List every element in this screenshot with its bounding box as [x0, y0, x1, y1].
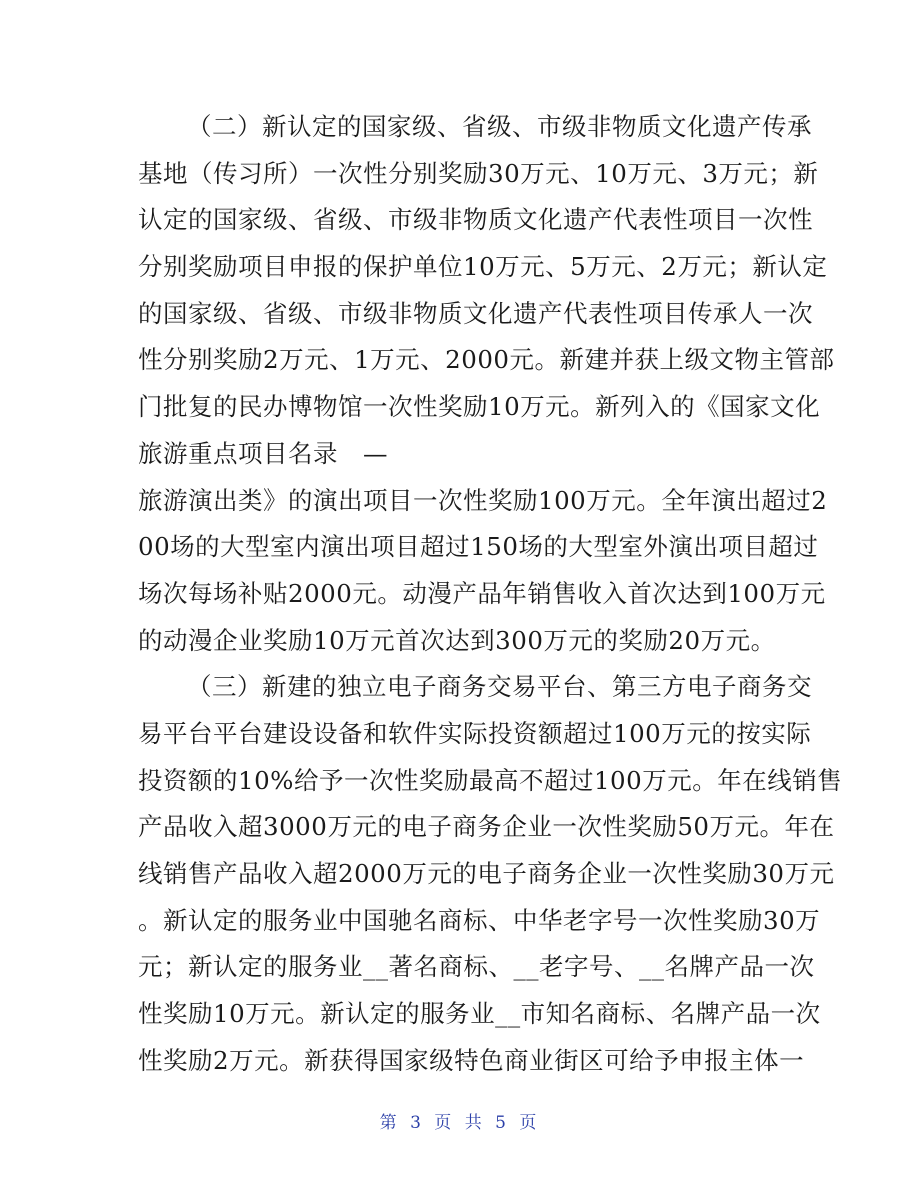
text-line: 门批复的民办博物馆一次性奖励10万元。新列入的《国家文化	[138, 392, 821, 422]
text-line: 旅游演出类》的演出项目一次性奖励100万元。全年演出超过2	[138, 485, 828, 515]
text-line: （三）新建的独立电子商务交易平台、第三方电子商务交	[187, 672, 812, 702]
text-line: 性分别奖励2万元、1万元、2000元。新建并获上级文物主管部	[138, 345, 835, 375]
text-line: 分别奖励项目申报的保护单位10万元、5万元、2万元；新认定	[138, 252, 828, 282]
body-text	[138, 104, 843, 1084]
text-line: 易平台平台建设设备和软件实际投资额超过100万元的按实际	[138, 718, 812, 748]
text-line: 投资额的10%给予一次性奖励最高不超过100万元。年在线销售	[138, 765, 843, 795]
text-line: （二）新认定的国家级、省级、市级非物质文化遗产传承	[187, 112, 812, 141]
text-line: 基地（传习所）一次性分别奖励30万元、10万元、3万元；新	[138, 158, 819, 188]
text-line: 产品收入超3000万元的电子商务企业一次性奖励50万元。年在	[138, 812, 835, 842]
text-line: 00场的大型室内演出项目超过150场的大型室外演出项目超过	[138, 532, 819, 562]
text-line: 认定的国家级、省级、市级非物质文化遗产代表性项目一次性	[138, 205, 813, 235]
text-line: 元；新认定的服务业__著名商标、__老字号、__名牌产品一次	[138, 952, 815, 982]
text-line: 。新认定的服务业中国驰名商标、中华老字号一次性奖励30万	[138, 905, 821, 935]
text-line: 性奖励2万元。新获得国家级特色商业街区可给予申报主体一	[138, 1045, 805, 1075]
page-footer: 第 3 页 共 5 页	[379, 1113, 541, 1133]
text-line: 性奖励10万元。新认定的服务业__市知名商标、名牌产品一次	[138, 999, 821, 1029]
text-line: 旅游重点项目名录 —	[138, 438, 388, 468]
text-line: 的动漫企业奖励10万元首次达到300万元的奖励20万元。	[138, 625, 776, 655]
text-line: 线销售产品收入超2000万元的电子商务企业一次性奖励30万元	[138, 859, 835, 888]
text-line: 场次每场补贴2000元。动漫产品年销售收入首次达到100万元	[138, 578, 826, 608]
text-line: 的国家级、省级、市级非物质文化遗产代表性项目传承人一次	[138, 298, 813, 328]
